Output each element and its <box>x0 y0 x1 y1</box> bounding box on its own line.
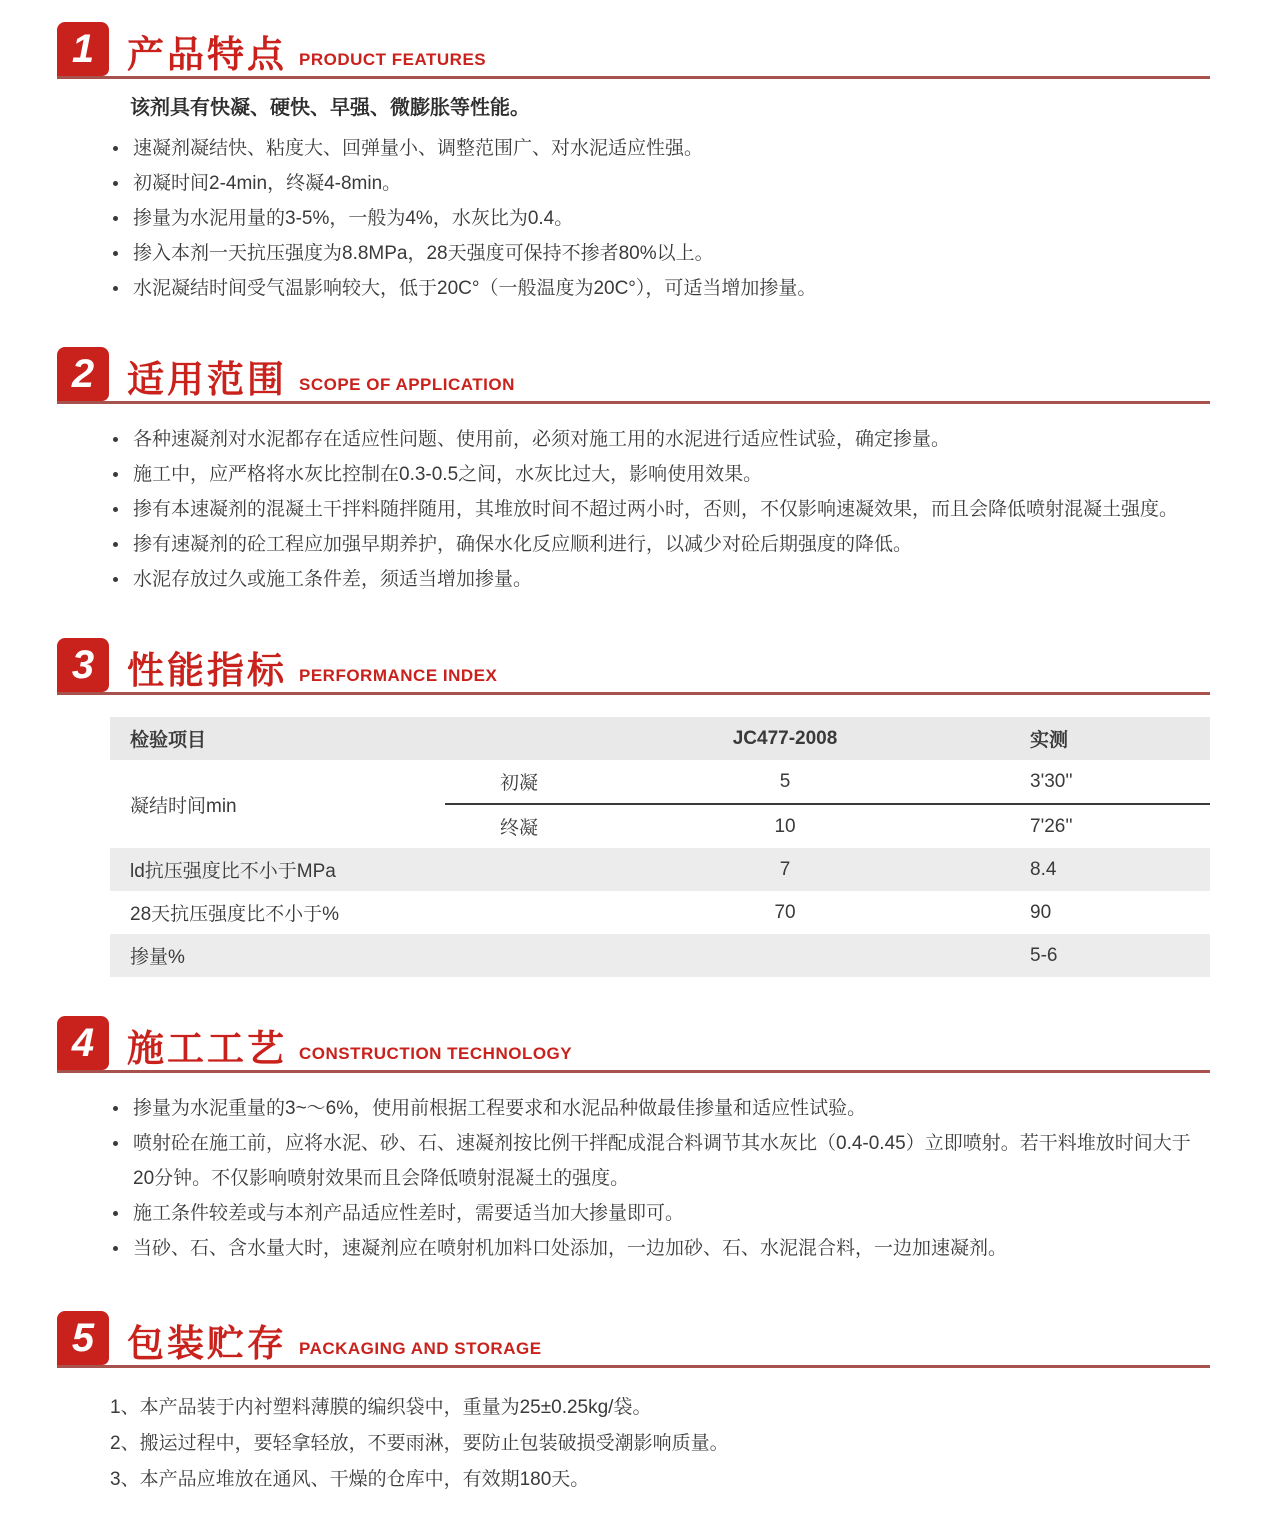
numbered-item: 1、本产品装于内衬塑料薄膜的编织袋中，重量为25±0.25kg/袋。 <box>110 1397 652 1418</box>
section-2-number-badge: 2 <box>57 347 109 401</box>
section-4-title: 施工工艺 <box>127 1028 287 1069</box>
bullet-item: 速凝剂凝结快、粘度大、回弹量小、调整范围广、对水泥适应性强。 <box>110 131 1210 166</box>
section-1-number-badge: 1 <box>57 22 109 76</box>
section-scope-of-application <box>0 350 1280 597</box>
bullet-item: 当砂、石、含水量大时，速凝剂应在喷射机加料口处添加，一边加砂、石、水泥混合料，一边加速凝剂。 <box>110 1231 1210 1266</box>
section-3-subtitle: PERFORMANCE INDEX <box>299 666 498 685</box>
cell-measured: 7'26'' <box>950 804 1210 848</box>
cell-standard: 5 <box>779 770 791 792</box>
col-header-standard: JC477-2008 <box>620 717 950 760</box>
section-5-subtitle: PACKAGING AND STORAGE <box>299 1339 542 1358</box>
row-label-setting-time: 凝结时间min <box>130 795 237 817</box>
section-1-bullet-list <box>110 131 1210 306</box>
col-header-item: 检验项目 <box>110 717 620 760</box>
cell-standard: 7 <box>620 848 950 891</box>
row-label-28d-strength: 28天抗压强度比不小于% <box>130 904 340 925</box>
bullet-item: 喷射砼在施工前，应将水泥、砂、石、速凝剂按比例干拌配成混合料调节其水灰比（0.4-0.45）立即喷射。若干料堆放时间大于20分钟。不仅影响喷射效果而且会降低喷射混凝土的强度。 <box>110 1126 1210 1196</box>
bullet-item: 掺入本剂一天抗压强度为8.8MPa，28天强度可保持不掺者80%以上。 <box>110 236 1210 271</box>
section-2-header <box>57 350 1210 404</box>
performance-index-table <box>110 717 1210 977</box>
cell-standard: 70 <box>774 901 796 923</box>
section-packaging-and-storage <box>0 1314 1280 1498</box>
section-1-title: 产品特点 <box>127 34 287 75</box>
row-label-dosage: 掺量% <box>110 934 620 977</box>
table-row <box>110 760 1210 804</box>
section-2-bullet-list <box>110 422 1210 597</box>
section-3-number-badge: 3 <box>57 638 109 692</box>
table-row <box>110 891 1210 934</box>
cell-standard <box>620 934 950 977</box>
section-4-header <box>57 1019 1210 1073</box>
bullet-item: 施工条件较差或与本剂产品适应性差时，需要适当加大掺量即可。 <box>110 1196 1210 1231</box>
section-5-title: 包装贮存 <box>127 1323 287 1364</box>
section-4-number-badge: 4 <box>57 1016 109 1070</box>
section-performance-index <box>0 641 1280 977</box>
section-2-subtitle: SCOPE OF APPLICATION <box>299 375 515 394</box>
table-row <box>110 934 1210 977</box>
section-1-header <box>57 25 1210 79</box>
cell-measured: 5-6 <box>950 934 1210 977</box>
section-construction-technology <box>0 1019 1280 1266</box>
table-header-row <box>110 717 1210 760</box>
bullet-item: 施工中，应严格将水灰比控制在0.3-0.5之间，水灰比过大，影响使用效果。 <box>110 457 1210 492</box>
section-1-subtitle: PRODUCT FEATURES <box>299 50 487 69</box>
bullet-item: 掺量为水泥重量的3~～6%，使用前根据工程要求和水泥品种做最佳掺量和适应性试验。 <box>110 1091 1210 1126</box>
numbered-item: 3、本产品应堆放在通风、干燥的仓库中，有效期180天。 <box>110 1469 590 1490</box>
section-3-title: 性能指标 <box>127 650 287 691</box>
cell-measured: 8.4 <box>950 848 1210 891</box>
section-5-number-badge: 5 <box>57 1311 109 1365</box>
sub-label-initial-set: 初凝 <box>500 773 539 794</box>
section-5-header <box>57 1314 1210 1368</box>
bullet-item: 掺量为水泥用量的3-5%，一般为4%，水灰比为0.4。 <box>110 201 1210 236</box>
bullet-item: 水泥存放过久或施工条件差，须适当增加掺量。 <box>110 562 1210 597</box>
bullet-item: 掺有速凝剂的砼工程应加强早期养护，确保水化反应顺利进行，以减少对砼后期强度的降低。 <box>110 527 1210 562</box>
cell-measured: 90 <box>1030 901 1052 923</box>
sub-label-final-set: 终凝 <box>445 804 620 848</box>
numbered-item: 2、搬运过程中，要轻拿轻放，不要雨淋，要防止包装破损受潮影响质量。 <box>110 1433 729 1454</box>
section-5-numbered-list <box>110 1390 1210 1498</box>
row-label-1d-strength: ld抗压强度比不小于MPa <box>110 848 620 891</box>
table-row <box>110 848 1210 891</box>
section-4-bullet-list <box>110 1091 1210 1266</box>
section-1-intro: 该剂具有快凝、硬快、早强、微膨胀等性能。 <box>130 97 530 119</box>
section-product-features <box>0 25 1280 306</box>
cell-measured: 3'30'' <box>1030 770 1073 792</box>
cell-standard: 10 <box>620 804 950 848</box>
col-header-measured: 实测 <box>950 717 1210 760</box>
bullet-item: 掺有本速凝剂的混凝土干拌料随拌随用，其堆放时间不超过两小时，否则，不仅影响速凝效果，而且会降低喷射混凝土强度。 <box>110 492 1210 527</box>
bullet-item: 各种速凝剂对水泥都存在适应性问题、使用前，必须对施工用的水泥进行适应性试验，确定掺量。 <box>110 422 1210 457</box>
bullet-item: 水泥凝结时间受气温影响较大，低于20C°（一般温度为20C°），可适当增加掺量。 <box>110 271 1210 306</box>
product-sheet <box>0 25 1280 1498</box>
section-4-subtitle: CONSTRUCTION TECHNOLOGY <box>299 1044 573 1063</box>
section-2-title: 适用范围 <box>127 359 287 400</box>
bullet-item: 初凝时间2-4min，终凝4-8min。 <box>110 166 1210 201</box>
section-3-header <box>57 641 1210 695</box>
